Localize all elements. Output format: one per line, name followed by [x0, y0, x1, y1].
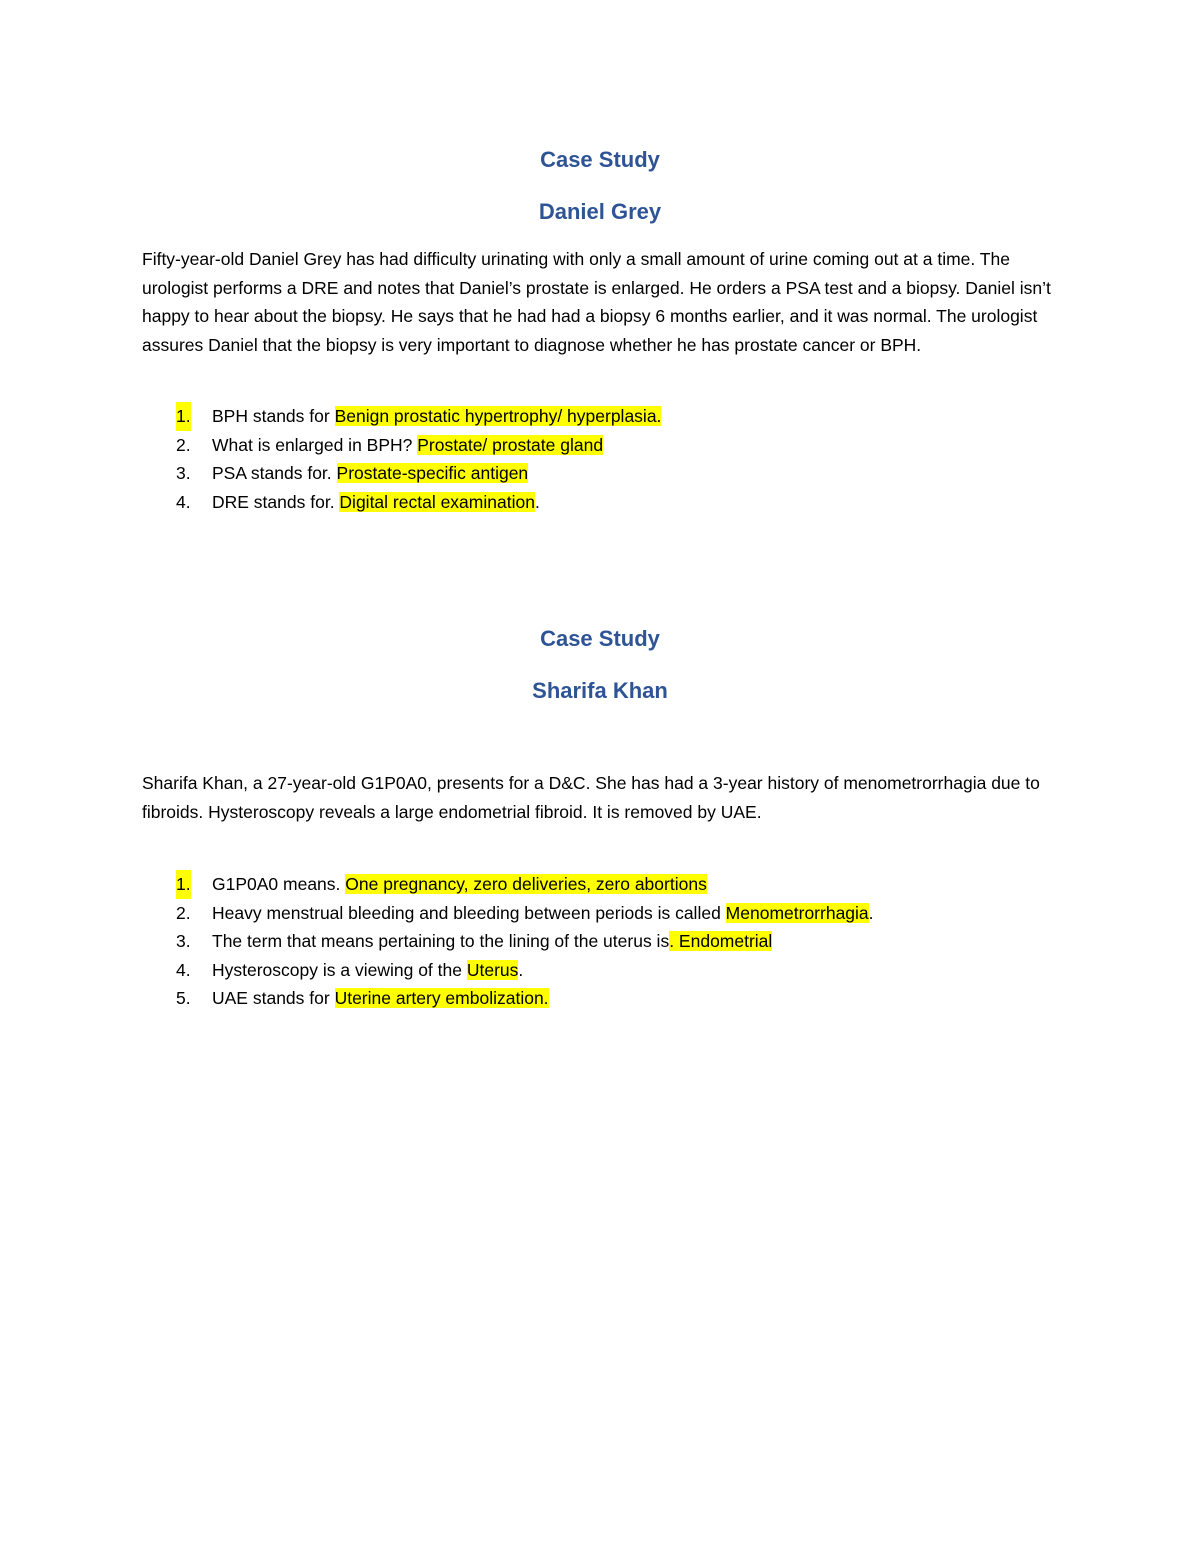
case1-paragraph: Fifty-year-old Daniel Grey has had difficulty urinating with only a small amount of urine coming out at a time. The urologist performs a DRE and notes that Daniel’s prostate is enlarged. He orders a PSA test and a biopsy. Daniel isn’t happy to hear about the biopsy. He says that he had had a biopsy 6 months earlier, and it was normal. The urologist assures Daniel that the biopsy is very important to diagnose whether he has prostate cancer or BPH.: [142, 249, 1051, 355]
case2-question-2: [142, 899, 1062, 928]
question-number: 1.: [176, 870, 191, 899]
question-after: .: [518, 959, 524, 980]
question-number: 5.: [176, 988, 191, 1008]
question-answer: Menometrorrhagia: [725, 902, 869, 923]
question-number: 1.: [176, 402, 191, 431]
question-after: .: [534, 491, 540, 512]
question-number: 4.: [176, 491, 191, 512]
question-answer: Prostate-specific antigen: [336, 463, 529, 483]
question-answer: One pregnancy, zero deliveries, zero abortions: [345, 874, 707, 894]
question-prompt: Hysteroscopy is a viewing of the: [212, 959, 467, 980]
case2-question-3: [142, 927, 1062, 956]
case1-question-list: [142, 402, 1062, 516]
question-number: 3.: [176, 931, 191, 951]
question-answer: Uterine artery embolization.: [334, 988, 549, 1008]
question-prompt: The term that means pertaining to the lining of the uterus is: [212, 931, 670, 951]
case2-question-1: [142, 870, 1062, 899]
case1-question-3: [142, 459, 1062, 488]
question-prompt: What is enlarged in BPH?: [212, 434, 418, 455]
case2-patient-name: Sharifa Khan: [532, 678, 668, 703]
question-prompt: UAE stands for: [212, 988, 335, 1008]
question-prompt: BPH stands for: [212, 406, 335, 426]
question-prompt: DRE stands for.: [212, 491, 340, 512]
question-answer: Digital rectal examination: [339, 491, 535, 512]
case2-paragraph: Sharifa Khan, a 27-year-old G1P0A0, presents for a D&C. She has had a 3-year history of menometrorrhagia due to fibroids. Hysteroscopy reveals a large endometrial fibroid. It is removed by UAE.: [142, 773, 1040, 822]
question-number: 3.: [176, 463, 191, 483]
question-after: .: [868, 902, 874, 923]
case2-title: Case Study: [540, 626, 660, 651]
question-prompt: G1P0A0 means.: [212, 874, 346, 894]
question-answer: Prostate/ prostate gland: [417, 434, 604, 455]
case1-patient-name: Daniel Grey: [538, 199, 662, 224]
case2-question-5: [142, 984, 1062, 1013]
case1-question-2: [142, 431, 1062, 460]
question-answer: Benign prostatic hypertrophy/ hyperplasia.: [334, 406, 662, 426]
question-prompt: PSA stands for.: [212, 463, 337, 483]
question-prompt: Heavy menstrual bleeding and bleeding between periods is called: [212, 902, 726, 923]
question-number: 2.: [176, 434, 191, 455]
case2-question-4: [142, 956, 1062, 985]
case2-question-list: [142, 870, 1062, 1013]
question-answer: . Endometrial: [669, 931, 773, 951]
case1-question-1: [142, 402, 1062, 431]
question-number: 4.: [176, 959, 191, 980]
case1-title: Case Study: [540, 147, 660, 172]
question-number: 2.: [176, 902, 191, 923]
case1-question-4: [142, 488, 1062, 517]
question-answer: Uterus: [466, 959, 519, 980]
